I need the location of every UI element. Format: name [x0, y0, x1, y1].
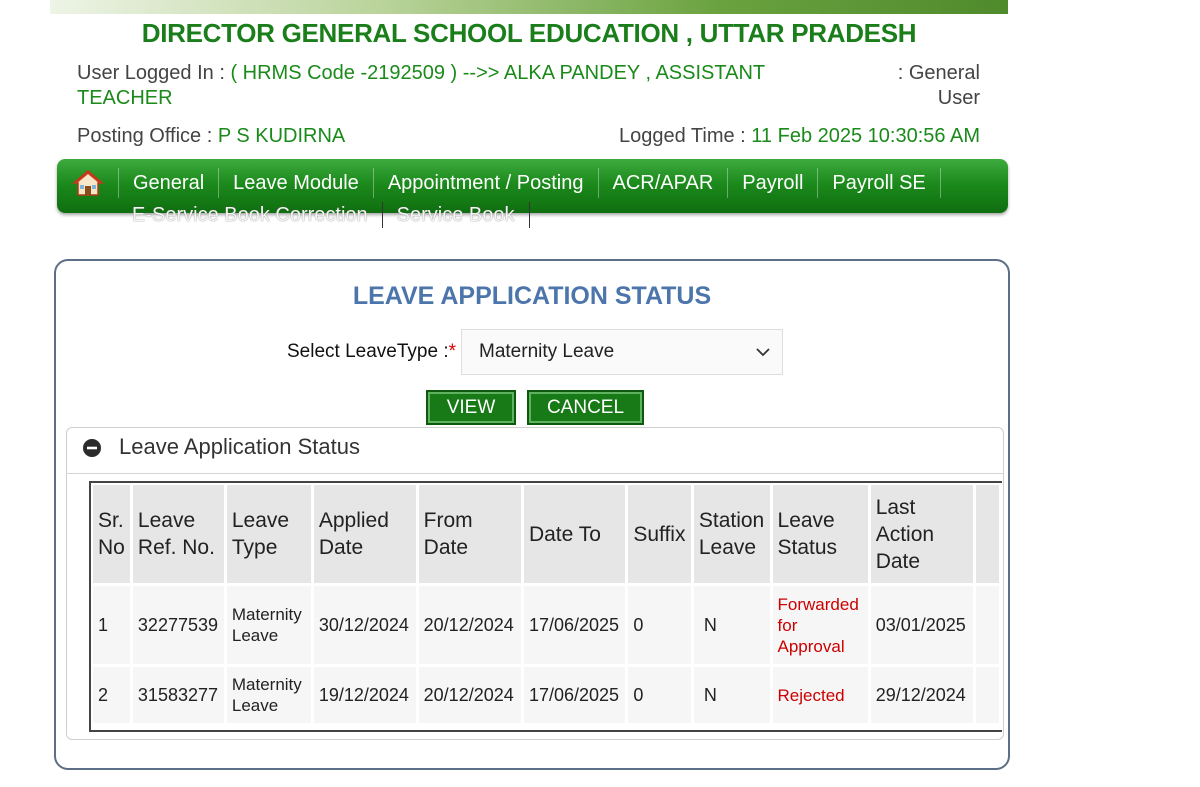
column-header-date-to: Date To [524, 485, 625, 583]
nav-divider [529, 202, 530, 228]
cell-truncated [976, 667, 999, 723]
leave-type-label [287, 341, 456, 363]
nav-item-acr-apar[interactable]: ACR/APAR [612, 172, 714, 194]
posting-label: Posting Office : [77, 125, 213, 147]
cell-truncated [976, 586, 999, 664]
cell-leave-status: Forwarded for Approval [773, 586, 868, 664]
column-header-leave-type: Leave Type [227, 485, 311, 583]
column-header-station-leave: Station Leave [694, 485, 770, 583]
column-header-sr-no: Sr. No [93, 485, 130, 583]
nav-menu-row-1 [118, 168, 941, 198]
column-header-from-date: From Date [419, 485, 521, 583]
column-header-leave-ref-no: Leave Ref. No. [133, 485, 224, 583]
cell-last-action-date: 29/12/2024 [871, 667, 973, 723]
cell-sr-no: 2 [93, 667, 130, 723]
cell-leave-ref-no: 31583277 [133, 667, 224, 723]
cell-from-date: 20/12/2024 [419, 586, 521, 664]
cell-leave-ref-no: 32277539 [133, 586, 224, 664]
cell-from-date: 20/12/2024 [419, 667, 521, 723]
nav-item-e-service-book-correction[interactable]: E-Service Book Correction [132, 204, 368, 226]
cell-last-action-date: 03/01/2025 [871, 586, 973, 664]
user-value: ( HRMS Code -2192509 ) -->> ALKA PANDEY , ASSISTANT TEACHER [77, 62, 765, 109]
leave-type-selected-value: Maternity Leave [479, 341, 615, 362]
cell-sr-no: 1 [93, 586, 130, 664]
table-row [93, 667, 999, 723]
logged-time-value: 11 Feb 2025 10:30:56 AM [751, 125, 980, 147]
user-role: : General User [897, 62, 980, 109]
leave-status-table-container[interactable] [89, 481, 1002, 732]
view-button[interactable]: VIEW [426, 390, 516, 425]
posting-value: P S KUDIRNA [217, 125, 346, 147]
status-section-title: Leave Application Status [119, 434, 360, 459]
cell-leave-type: Maternity Leave [227, 667, 311, 723]
page-title: DIRECTOR GENERAL SCHOOL EDUCATION , UTTAR PRADESH [141, 18, 917, 48]
cell-suffix: 0 [628, 667, 691, 723]
nav-item-payroll-se[interactable]: Payroll SE [832, 172, 926, 194]
cell-date-to: 17/06/2025 [524, 586, 625, 664]
minus-circle-icon[interactable] [83, 439, 101, 457]
cell-station-leave: N [694, 667, 770, 723]
leave-type-select[interactable] [461, 329, 783, 375]
column-header-truncated [976, 485, 999, 583]
nav-item-appointment-posting[interactable]: Appointment / Posting [387, 172, 584, 194]
column-header-applied-date: Applied Date [314, 485, 416, 583]
table-header-row [93, 485, 999, 583]
leave-status-table [90, 482, 1002, 726]
panel-heading: LEAVE APPLICATION STATUS [352, 282, 712, 310]
cell-suffix: 0 [628, 586, 691, 664]
nav-menu-row-2 [118, 200, 530, 230]
column-header-leave-status: Leave Status [773, 485, 868, 583]
table-row [93, 586, 999, 664]
home-icon[interactable] [72, 167, 104, 199]
top-banner-stripe [50, 0, 1008, 14]
nav-item-payroll[interactable]: Payroll [742, 172, 804, 194]
cancel-button[interactable]: CANCEL [527, 390, 644, 425]
required-marker: * [448, 341, 457, 362]
posting-office [77, 125, 345, 148]
nav-item-general[interactable]: General [133, 172, 205, 194]
column-header-suffix: Suffix [628, 485, 691, 583]
nav-item-leave-module[interactable]: Leave Module [233, 172, 359, 194]
column-header-last-action-date: Last Action Date [871, 485, 973, 583]
leave-type-label-text: Select LeaveType : [287, 341, 449, 362]
status-section-divider [66, 473, 1004, 474]
nav-divider [940, 168, 941, 198]
cell-leave-status: Rejected [773, 667, 868, 723]
cell-applied-date: 30/12/2024 [314, 586, 416, 664]
logged-time-label: Logged Time : [618, 125, 746, 147]
cell-station-leave: N [694, 586, 770, 664]
cell-leave-type: Maternity Leave [227, 586, 311, 664]
logged-in-user [77, 61, 797, 111]
logged-time [560, 125, 980, 148]
cell-applied-date: 19/12/2024 [314, 667, 416, 723]
user-label: User Logged In : [77, 62, 225, 84]
cell-date-to: 17/06/2025 [524, 667, 625, 723]
chevron-down-icon [754, 330, 772, 374]
nav-item-service-book[interactable]: Service Book [396, 204, 515, 226]
